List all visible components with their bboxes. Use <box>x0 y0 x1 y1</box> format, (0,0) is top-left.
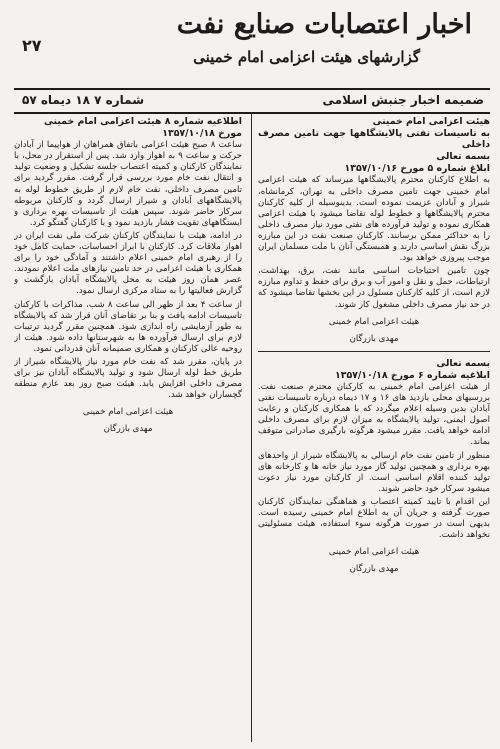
notice-body: از هیئت اعزامی امام خمینی به کارکنان محترم صنعت نفت. بررسیهای محلی بازدید های ۱۶ و ۱۷ دیماه درباره تاسیسات نفتی آبادان بدین وسیله اعلام میگردد که با همکاری کارکنان و رعایت اصول ایمنی، تولید پالایشگاه به میزان لازم برای مصرف داخلی ادامه خواهد یافت. مقرر میشود هرگونه بارگیری صادراتی متوقف بماند. <box>258 381 490 448</box>
notice-body-3: از ساعت ۴ بعد از ظهر الی ساعت ۸ شب، مذاکرات با کارکنان تاسیسات ادامه یافت و بنا بر تقاضای آنان قرار شد که پالایشگاه به طور آزمایشی راه اندازی شود. همچنین مقرر گردید ترتیبات لازم برای ارسال فرآورده ها به شهرستانها داده شود. هیئت از روحیه عالی کارکنان و همکاری صمیمانه آنان قدردانی نمود. <box>14 299 242 354</box>
notice-signature: هیئت اعزامی امام خمینی <box>328 316 420 327</box>
notice-meta: ابلاغ شماره ۵ مورخ ۱۳۵۷/۱۰/۱۶ <box>344 163 490 175</box>
notice-title: هیئت اعزامی امام خمینی <box>372 116 490 127</box>
notice-meta: مورخ ۱۳۵۷/۱۰/۱۸ <box>162 128 242 140</box>
notice-signature-name: مهدی بازرگان <box>349 564 399 575</box>
notice-body-3: این اقدام با تایید کمیته اعتصاب و هماهنگی نمایندگان کارکنان صورت گرفته و جریان آن به اطلاع امام خمینی رسیده است. بدیهی است در صورت هرگونه سوء استفاده، هیئت مسئولیتی نخواهد داشت. <box>258 496 490 541</box>
notice-signature: هیئت اعزامی امام خمینی <box>82 407 174 418</box>
right-column <box>258 116 490 742</box>
notice-body-4: در پایان، مقرر شد که نفت خام مورد نیاز پالایشگاه شیراز از طریق خط لوله ارسال شود و تولید پالایشگاه آبادان نیز برای مصرف داخلی افزایش یابد. هیئت صبح روز بعد عازم منطقه گچساران خواهد شد. <box>14 356 242 401</box>
issue-ribbon <box>14 88 490 114</box>
subheadline: گزارشهای هیئت اعزامی امام خمینی <box>193 48 420 66</box>
notice-title: اطلاعیه شماره ۸ هیئت اعزامی امام خمینی <box>44 116 242 127</box>
notice-body: به اطلاع کارکنان محترم پالایشگاهها میرساند که هیئت اعزامی امام خمینی جهت تامین مصرف داخلی به تهران، کرمانشاه، شیراز و آبادان عزیمت نموده است. بدینوسیله از کلیه کارکنان محترم پالایشگاهها و خطوط لوله تقاضا میشود با هیئت اعزامی همکاری نموده و تولید فرآورده های نفتی مورد نیاز مصرف داخلی را به حداکثر ممکن برسانند. کارکنان صنعت نفت در این مبارزه بزرگ نقش اساسی دارند و همبستگی آنان با ملت مسلمان ایران موجب پیروزی خواهد بود. <box>258 175 490 264</box>
notice-body-2: در ادامه، هیئت با نمایندگان کارکنان شرکت ملی نفت ایران در اهواز ملاقات کرد. کارکنان با ابراز احساسات، حمایت کامل خود را از رهبری امام خمینی اعلام داشتند و آمادگی خود را برای همکاری با هیئت اعزامی در حد تامین نیازهای ملت اعلام نمودند. عصر همان روز هیئت به محل پالایشگاه آبادان بازگشت و گزارش فعالیتها را به ستاد مرکزی ارسال نمود. <box>14 230 242 297</box>
notice-title: بسمه تعالی <box>436 357 490 369</box>
notice-signature: هیئت اعزامی امام خمینی <box>328 547 420 558</box>
notice-subtitle-2: بسمه تعالی <box>436 151 490 163</box>
section-divider <box>258 351 490 352</box>
column-divider <box>251 112 252 742</box>
notice-subtitle: به تاسیسات نفتی پالایشگاهها جهت تامین مصرف داخلی <box>258 128 490 151</box>
left-column <box>14 116 242 742</box>
notice-body-2: چون تامین احتیاجات اساسی مانند نفت، برق، بهداشت، ارتباطات، حمل و نقل و امور آب و برق برای حفظ و تداوم مبارزه لازم است، از کلیه کارکنان مسئول در این بخشها تقاضا میشود که در حد نیاز مصرف داخلی مشغول کار شوند. <box>258 266 490 310</box>
notice-body: ساعت ۸ صبح هیئت اعزامی باتفاق همراهان از هواپیما از آبادان حرکت و ساعت ۹ به اهواز وارد شد. پس از استقرار در محل، با نمایندگان کارکنان و کمیته اعتصاب جلسه تشکیل و وضعیت تولید و انتقال نفت خام مورد بررسی قرار گرفت. مقرر گردید برای تامین مصرف داخلی، نفت خام لازم از طریق خطوط لوله به پالایشگاههای آبادان و شیراز ارسال گردد و کارکنان مربوطه سرکار حاضر شوند. سپس هیئت از تاسیسات بهره برداری و ایستگاههای تقویت فشار بازدید نمود و با کارکنان گفتگو کرد. <box>14 140 242 228</box>
notice-signature-name: مهدی بازرگان <box>103 424 153 435</box>
notice-signature-name: مهدی بازرگان <box>349 333 399 344</box>
supplement-label: ضمیمه اخبار جنبش اسلامی <box>322 93 484 107</box>
headline: اخبار اعتصابات صنایع نفت <box>176 9 472 40</box>
notice-meta: ابلاغیه شماره ۶ مورخ ۱۳۵۷/۱۰/۱۸ <box>335 369 490 381</box>
issue-label: شماره ۷ ۱۸ دیماه ۵۷ <box>22 93 145 107</box>
notice-body-2: منظور از تامین نفت خام ارسالی به پالایشگاه شیراز از واحدهای بهره برداری و همچنین تولید گاز مورد نیاز خانه ها و کارخانه های تولید کننده اقلام اساسی است. از کارکنان مورد نیاز دعوت میشود سرکار خود حاضر شوند. <box>258 450 490 494</box>
page-number: ۲۷ <box>22 36 42 55</box>
